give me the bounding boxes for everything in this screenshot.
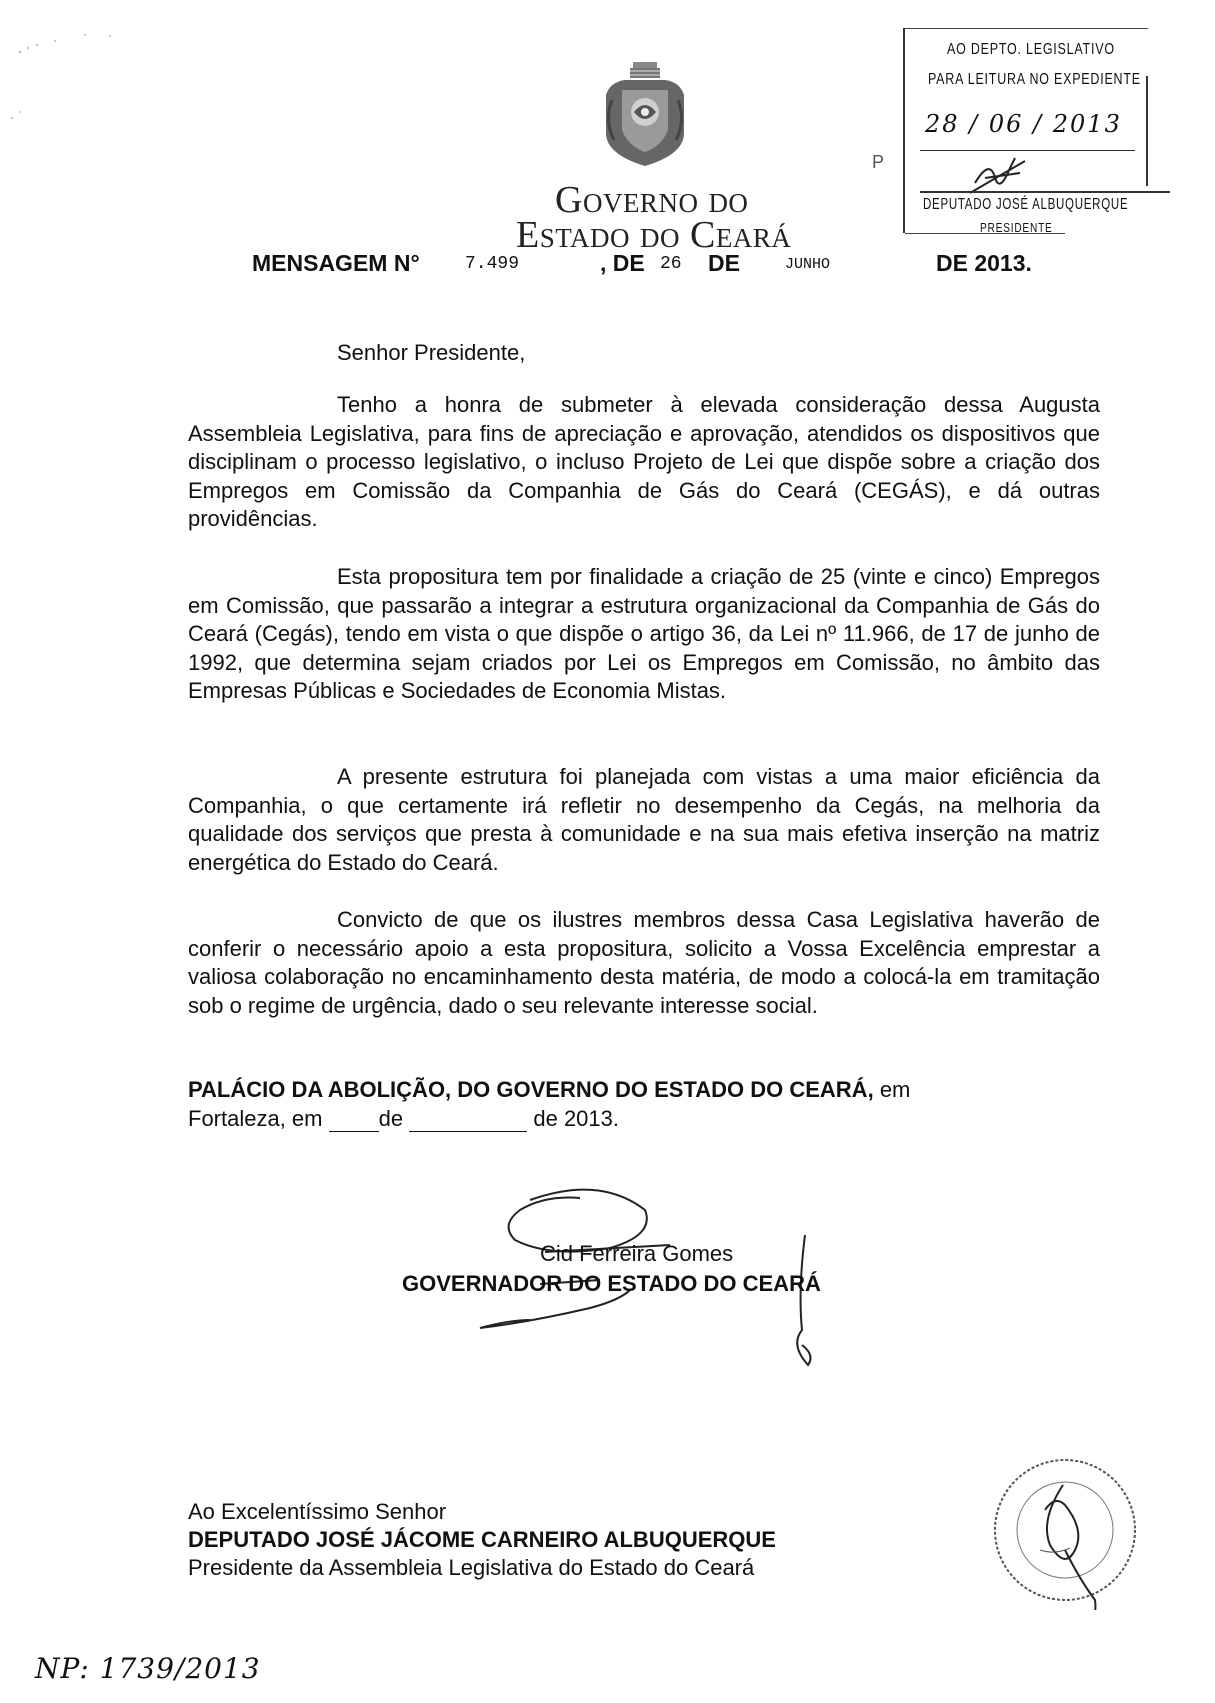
body-paragraph: A presente estrutura foi planejada com vistas a uma maior eficiência da Companhia, o que certamente irá refletir no desempenho da Cegás, na melhoria da qualidade dos serviços que presta à comunidade e na sua mais efetiva inserção na matriz energética do Estado do Ceará.	[188, 764, 1100, 875]
message-label: MENSAGEM N°	[252, 250, 420, 276]
body-paragraph: Esta propositura tem por finalidade a criação de 25 (vinte e cinco) Empregos em Comissão, que passarão a integrar a estrutura organizacional da Companhia de Gás do Ceará (Cegás), tendo em vista o que dispõe o artigo 36, da Lei nº 11.966, de 17 de junho de 1992, que determina sejam criados por Lei os Empregos em Comissão, no âmbito das Empresas Públicas e Sociedades de Economia Mistas.	[188, 564, 1100, 703]
stamp-divider	[920, 150, 1135, 151]
date-de: de	[378, 1106, 404, 1131]
closing-line	[188, 1074, 1100, 1105]
stamp-line1: AO DEPTO. LEGISLATIVO	[947, 41, 1115, 58]
stamp-border	[1146, 76, 1148, 186]
message-month: JUNHO	[785, 256, 831, 273]
addressee-name: DEPUTADO JOSÉ JÁCOME CARNEIRO ALBUQUERQUE	[188, 1527, 776, 1552]
day-blank	[329, 1111, 379, 1132]
procuradoria-seal-icon	[985, 1450, 1145, 1610]
date-suffix: de 2013.	[533, 1106, 619, 1131]
message-number: 7.499	[465, 254, 520, 274]
stamp-date: 28 / 06 / 2013	[925, 110, 1122, 138]
body-paragraph: Convicto de que os ilustres membros dessa Casa Legislativa haverão de conferir o necessário apoio a esta propositura, solicito a Vossa Excelência emprestar a valiosa colaboração no encaminhamento desta matéria, de modo a colocá-la em tramitação sob o regime de urgência, dado o seu relevante interesse social.	[188, 907, 1100, 1018]
ceara-coat-of-arms-icon	[600, 60, 690, 170]
stamp-line2: PARA LEITURA NO EXPEDIENTE	[928, 71, 1141, 88]
date-prefix: Fortaleza, em	[188, 1106, 323, 1131]
message-de2: DE	[708, 250, 740, 276]
closing-place: PALÁCIO DA ABOLIÇÃO, DO GOVERNO DO ESTADO DO CEARÁ,	[188, 1077, 874, 1102]
salutation: Senhor Presidente,	[337, 340, 526, 365]
stamp-line4: PRESIDENTE	[980, 220, 1053, 235]
handwritten-protocol-note: NP: 1739/2013	[35, 1652, 261, 1685]
stamp-divider	[920, 191, 1170, 193]
addressee-salutation: Ao Excelentíssimo Senhor	[188, 1499, 447, 1524]
signatory-name: Cid Ferreira Gomes	[540, 1241, 734, 1266]
stamp-line3: DEPUTADO JOSÉ ALBUQUERQUE	[923, 196, 1129, 213]
scan-specks	[0, 0, 150, 160]
month-blank	[409, 1111, 527, 1132]
stamp-border	[905, 28, 1148, 29]
government-title-line1: Governo do	[555, 179, 749, 221]
receipt-stamp	[903, 28, 1148, 233]
closing-tail: em	[879, 1077, 911, 1102]
addressee-position: Presidente da Assembleia Legislativa do Estado do Ceará	[188, 1555, 755, 1580]
signatory-title: GOVERNADOR DO ESTADO DO CEARÁ	[402, 1271, 821, 1296]
message-de: , DE	[600, 250, 645, 276]
stamp-border	[905, 233, 1065, 234]
government-title-line2: Estado do Ceará	[516, 214, 792, 256]
message-year: DE 2013.	[936, 250, 1032, 276]
margin-mark: P	[872, 152, 885, 172]
message-day: 26	[660, 254, 682, 274]
date-line	[188, 1106, 619, 1132]
body-paragraph: Tenho a honra de submeter à elevada consideração dessa Augusta Assembleia Legislativa, para fins de apreciação e aprovação, atendidos os dispositivos que disciplinam o processo legislativo, o incluso Projeto de Lei que dispõe sobre a criação dos Empregos em Comissão da Companhia de Gás do Ceará (CEGÁS), e dá outras providências.	[188, 392, 1100, 531]
